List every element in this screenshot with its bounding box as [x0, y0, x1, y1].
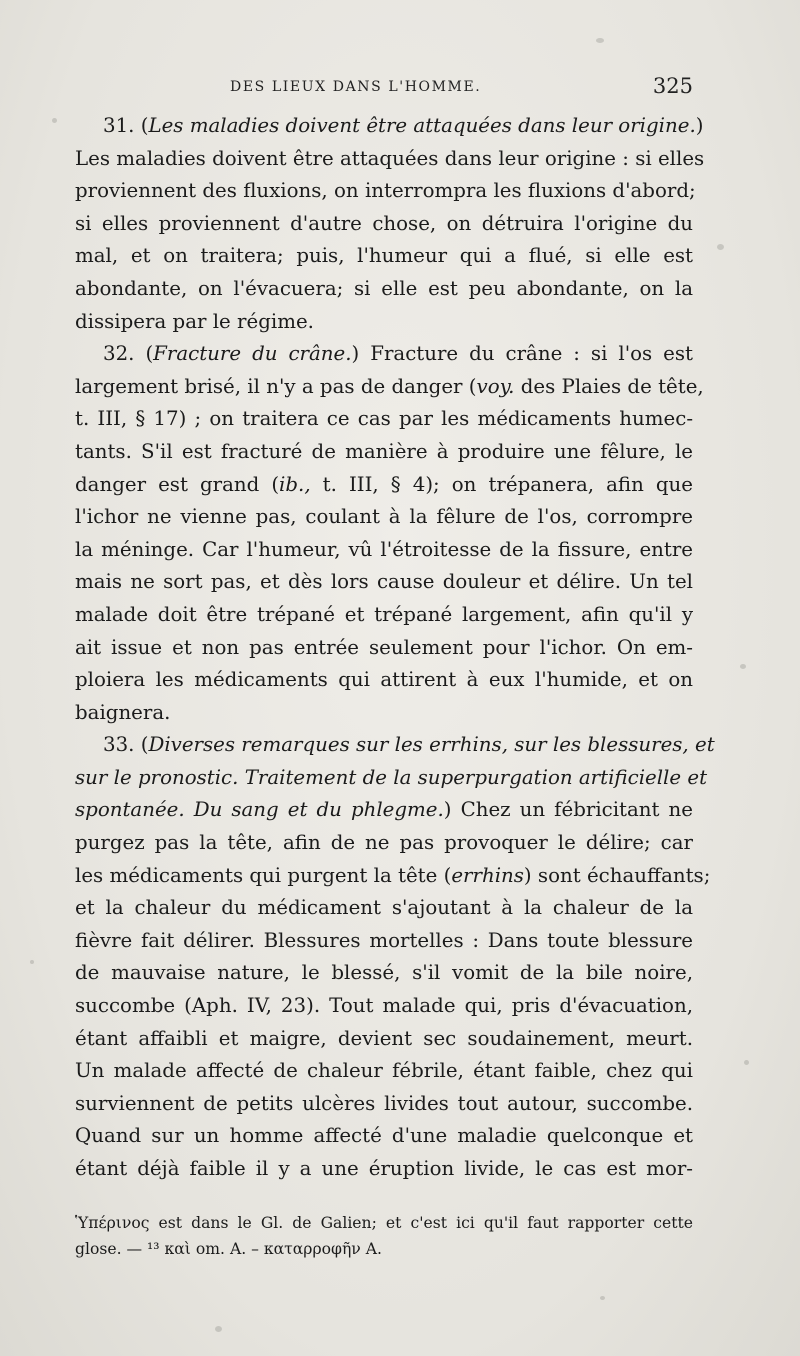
text-run: tants. S'il est fracturé de manière à produire une fêlure, le [75, 439, 693, 463]
paragraph-line [75, 403, 693, 436]
paragraph-line [75, 469, 693, 502]
page-number: 325 [652, 74, 693, 98]
paragraph-line [75, 436, 693, 469]
paragraph-line [75, 1153, 693, 1186]
paragraph-line [75, 1023, 693, 1056]
text-run: dissipera par le régime. [75, 309, 314, 333]
text-run: danger est grand ( [75, 472, 280, 496]
text-run: 32. ( [103, 342, 154, 366]
paragraph-line [75, 240, 693, 273]
text-run: abondante, on l'évacuera; si elle est peu abondante, on la [75, 276, 693, 300]
text-run: des Plaies de tête, [514, 374, 704, 398]
italic-text: spontanée. Du sang et du phlegme. [75, 798, 444, 822]
text-run: Les maladies doivent être attaquées dans leur origine : si elles [75, 146, 705, 170]
paragraph-line [75, 273, 693, 306]
paragraph-line [75, 957, 693, 990]
italic-text: Diverses remarques sur les errhins, sur les blessures, et [148, 733, 715, 757]
text-run: les médicaments qui purgent la tête ( [75, 863, 452, 887]
text-run: malade doit être trépané et trépané largement, afin qu'il y [75, 602, 693, 626]
text-run: étant déjà faible il y a une éruption livide, le cas est mor- [75, 1157, 693, 1180]
text-run: Un malade affecté de chaleur fébrile, étant faible, chez qui [75, 1059, 693, 1083]
text-run: t. III, § 4); on trépanera, afin que [310, 472, 693, 496]
paragraph-line [75, 1088, 693, 1121]
paragraph-line [75, 208, 693, 241]
text-run: la méninge. Car l'humeur, vû l'étroitesse de la fissure, entre [75, 537, 693, 561]
text-run: de mauvaise nature, le blessé, s'il vomit de la bile noire, [75, 961, 693, 985]
text-run: si elles proviennent d'autre chose, on détruira l'origine du [75, 211, 693, 235]
page-header [75, 76, 695, 102]
text-run: fièvre fait délirer. Blessures mortelles : Dans toute blessure [75, 928, 693, 952]
paragraph-line [75, 599, 693, 632]
paragraph-line [75, 143, 705, 176]
paragraph-line [75, 371, 704, 404]
paragraph-line [75, 697, 693, 730]
paragraph-line [75, 664, 693, 697]
paragraph-line [75, 1055, 693, 1088]
text-run: ait issue et non pas entrée seulement pour l'ichor. On em- [75, 635, 693, 659]
paragraph-first-line [75, 729, 715, 762]
text-run: 31. ( [103, 114, 149, 137]
paragraph-line [75, 990, 693, 1023]
text-run: ploiera les médicaments qui attirent à eux l'humide, et on [75, 668, 693, 692]
text-run: largement brisé, il n'y a pas de danger ( [75, 374, 477, 398]
paragraph-line [75, 827, 693, 860]
body-text [75, 110, 715, 1186]
text-run: mais ne sort pas, et dès lors cause douleur et délire. Un tel [75, 570, 693, 594]
text-run: purgez pas la tête, afin de ne pas provoquer le délire; car [75, 831, 693, 855]
paragraph-line [75, 306, 693, 339]
text-run: ) sont échauffants; [523, 863, 711, 887]
paragraph-line [75, 892, 693, 925]
paragraph-line [75, 175, 696, 208]
paragraph-line [75, 762, 708, 795]
italic-text: voy. [476, 374, 515, 398]
text-run: et la chaleur du médicament s'ajoutant à la chaleur de la [75, 896, 693, 920]
text-run: surviennent de petits ulcères livides tout autour, succombe. [75, 1091, 693, 1115]
footnotes [75, 1210, 693, 1262]
paragraph-first-line [75, 110, 704, 143]
text-run: ) Fracture du crâne : si l'os est [351, 342, 693, 366]
italic-text: Fracture du crâne. [153, 342, 352, 366]
footnote-line: Ὑπέρινος est dans le Gl. de Galien; et c'est ici qu'il faut rapporter cette [75, 1214, 693, 1232]
text-run: t. III, § 17) ; on traitera ce cas par les médicaments humec- [75, 407, 693, 431]
italic-text: Les maladies doivent être attaquées dans leur origine. [148, 114, 696, 137]
text-run: l'ichor ne vienne pas, coulant à la fêlure de l'os, corrompre [75, 505, 693, 529]
text-run: baignera. [75, 700, 171, 724]
paragraph-line [75, 534, 693, 567]
footnote-line: glose. — ¹³ καὶ om. A. – καταρροφῆν A. [75, 1240, 382, 1258]
paragraph-line [75, 794, 693, 827]
paragraph-line [75, 501, 693, 534]
text-run: mal, et on traitera; puis, l'humeur qui a flué, si elle est [75, 244, 693, 268]
text-run: Quand sur un homme affecté d'une maladie quelconque et [75, 1124, 693, 1148]
paragraph-first-line [75, 338, 693, 371]
text-run: succombe (Aph. IV, 23). Tout malade qui, pris d'évacuation, [75, 994, 693, 1018]
text-run: ) [695, 114, 704, 137]
italic-text: errhins [451, 863, 524, 887]
paragraph-line [75, 860, 711, 893]
text-run: étant affaibli et maigre, devient sec soudainement, meurt. [75, 1026, 693, 1050]
paragraph-line [75, 1120, 693, 1153]
italic-text: sur le pronostic. Traitement de la superpurgation artificielle et [75, 765, 708, 789]
text-run: ) Chez un fébricitant ne [443, 798, 693, 822]
paragraph-line [75, 632, 693, 665]
paragraph-line [75, 566, 693, 599]
italic-text: ib., [279, 472, 311, 496]
running-head: DES LIEUX DANS L'HOMME. [230, 79, 482, 95]
text-run: proviennent des fluxions, on interrompra les fluxions d'abord; [75, 179, 696, 203]
paragraph-line [75, 925, 693, 958]
text-run: 33. ( [103, 733, 149, 757]
